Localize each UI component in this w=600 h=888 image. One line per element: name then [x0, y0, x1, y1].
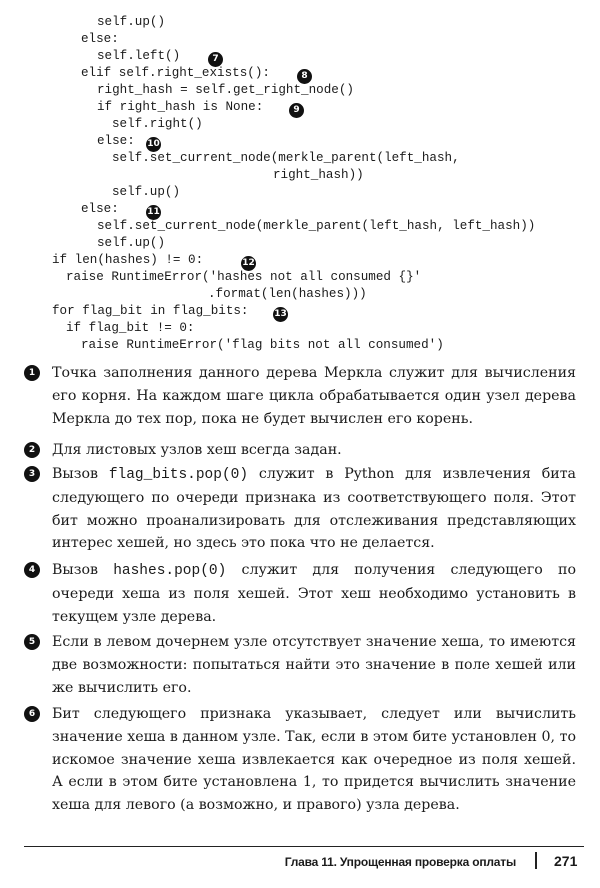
code-marker-13: 13	[273, 307, 288, 322]
code-line: .format(len(hashes)))	[208, 287, 367, 301]
annotation-text-start: Вызов	[52, 562, 114, 578]
code-line: else:	[81, 32, 119, 46]
page-number: 271	[554, 853, 578, 869]
code-line: right_hash))	[273, 168, 364, 182]
code-line: right_hash = self.get_right_node()	[97, 83, 354, 97]
footer-rule	[24, 846, 584, 847]
annotation-5	[24, 631, 576, 699]
code-marker-11: 11	[146, 205, 161, 220]
code-line: self.set_current_node(merkle_parent(left_hash,	[112, 151, 460, 165]
inline-code: flag_bits.pop(0)	[108, 467, 249, 483]
annotation-text-rest: служит для получения следующего по очереди хеша из поля хешей. Этот хеш необходимо установить в текущем узле дерева.	[52, 562, 576, 625]
annotation-1	[24, 362, 576, 430]
annotation-text: Если в левом дочернем узле отсутствует значение хеша, то имеются две возможности: попытаться найти это значение в поле хешей или же вычислить его.	[52, 634, 576, 696]
code-line: for flag_bit in flag_bits:	[52, 304, 249, 318]
inline-code: hashes.pop(0)	[113, 563, 227, 579]
code-line: self.left()	[97, 49, 181, 63]
footer-separator	[535, 852, 537, 869]
code-line: if flag_bit != 0:	[66, 321, 195, 335]
annotation-6	[24, 703, 576, 817]
code-marker-9: 9	[289, 103, 304, 118]
code-line: if len(hashes) != 0:	[52, 253, 204, 267]
annotation-text-rest: служит в Python для извлечения бита следующего по очереди признака из соответствующего поля. Этот бит можно проанализировать для отслеживания представляющих интерес хешей, но здесь это пока что не делается.	[52, 466, 576, 552]
code-marker-7: 7	[208, 52, 223, 67]
code-line: if right_hash is None:	[97, 100, 264, 114]
code-marker-8: 8	[297, 69, 312, 84]
annotation-number: 2	[24, 442, 40, 458]
code-line: else:	[81, 202, 119, 216]
code-line: raise RuntimeError('flag bits not all consumed')	[81, 338, 444, 352]
code-line: self.set_current_node(merkle_parent(left_hash, left_hash))	[97, 219, 536, 233]
annotation-number: 6	[24, 706, 40, 722]
annotation-text	[52, 463, 576, 555]
annotation-4	[24, 559, 576, 628]
annotation-2	[24, 439, 576, 462]
annotation-text: Бит следующего признака указывает, следует или вычислить значение хеша в данном узле. Так, если в этом бите установлен 0, то искомое значение хеша извлекается как очередное из поля хешей. А если в этом бите установлена 1, то придется вычислить значение хеша для левого (а возможно, и правого) узла дерева.	[52, 706, 576, 814]
code-marker-12: 12	[241, 256, 256, 271]
annotation-text-start: Вызов	[52, 466, 109, 482]
annotation-3	[24, 463, 576, 555]
annotation-text: Точка заполнения данного дерева Меркла служит для вычисления его корня. На каждом шаге цикла обрабатывается один узел дерева Меркла до тех пор, пока не будет вычислен его корень.	[52, 365, 576, 427]
annotation-number: 4	[24, 562, 40, 578]
code-listing	[0, 0, 600, 360]
code-line: self.right()	[112, 117, 203, 131]
annotation-number: 5	[24, 634, 40, 650]
code-line: else:	[97, 134, 135, 148]
annotation-number: 1	[24, 365, 40, 381]
code-line: self.up()	[97, 236, 166, 250]
code-marker-10: 10	[146, 137, 161, 152]
code-line: self.up()	[97, 15, 166, 29]
annotation-text	[52, 559, 576, 628]
code-line: self.up()	[112, 185, 181, 199]
code-line: elif self.right_exists():	[81, 66, 270, 80]
annotation-text: Для листовых узлов хеш всегда задан.	[52, 442, 342, 458]
footer-chapter-title: Глава 11. Упрощенная проверка оплаты	[284, 855, 516, 869]
code-line: raise RuntimeError('hashes not all consumed {}'	[66, 270, 422, 284]
annotation-number: 3	[24, 466, 40, 482]
